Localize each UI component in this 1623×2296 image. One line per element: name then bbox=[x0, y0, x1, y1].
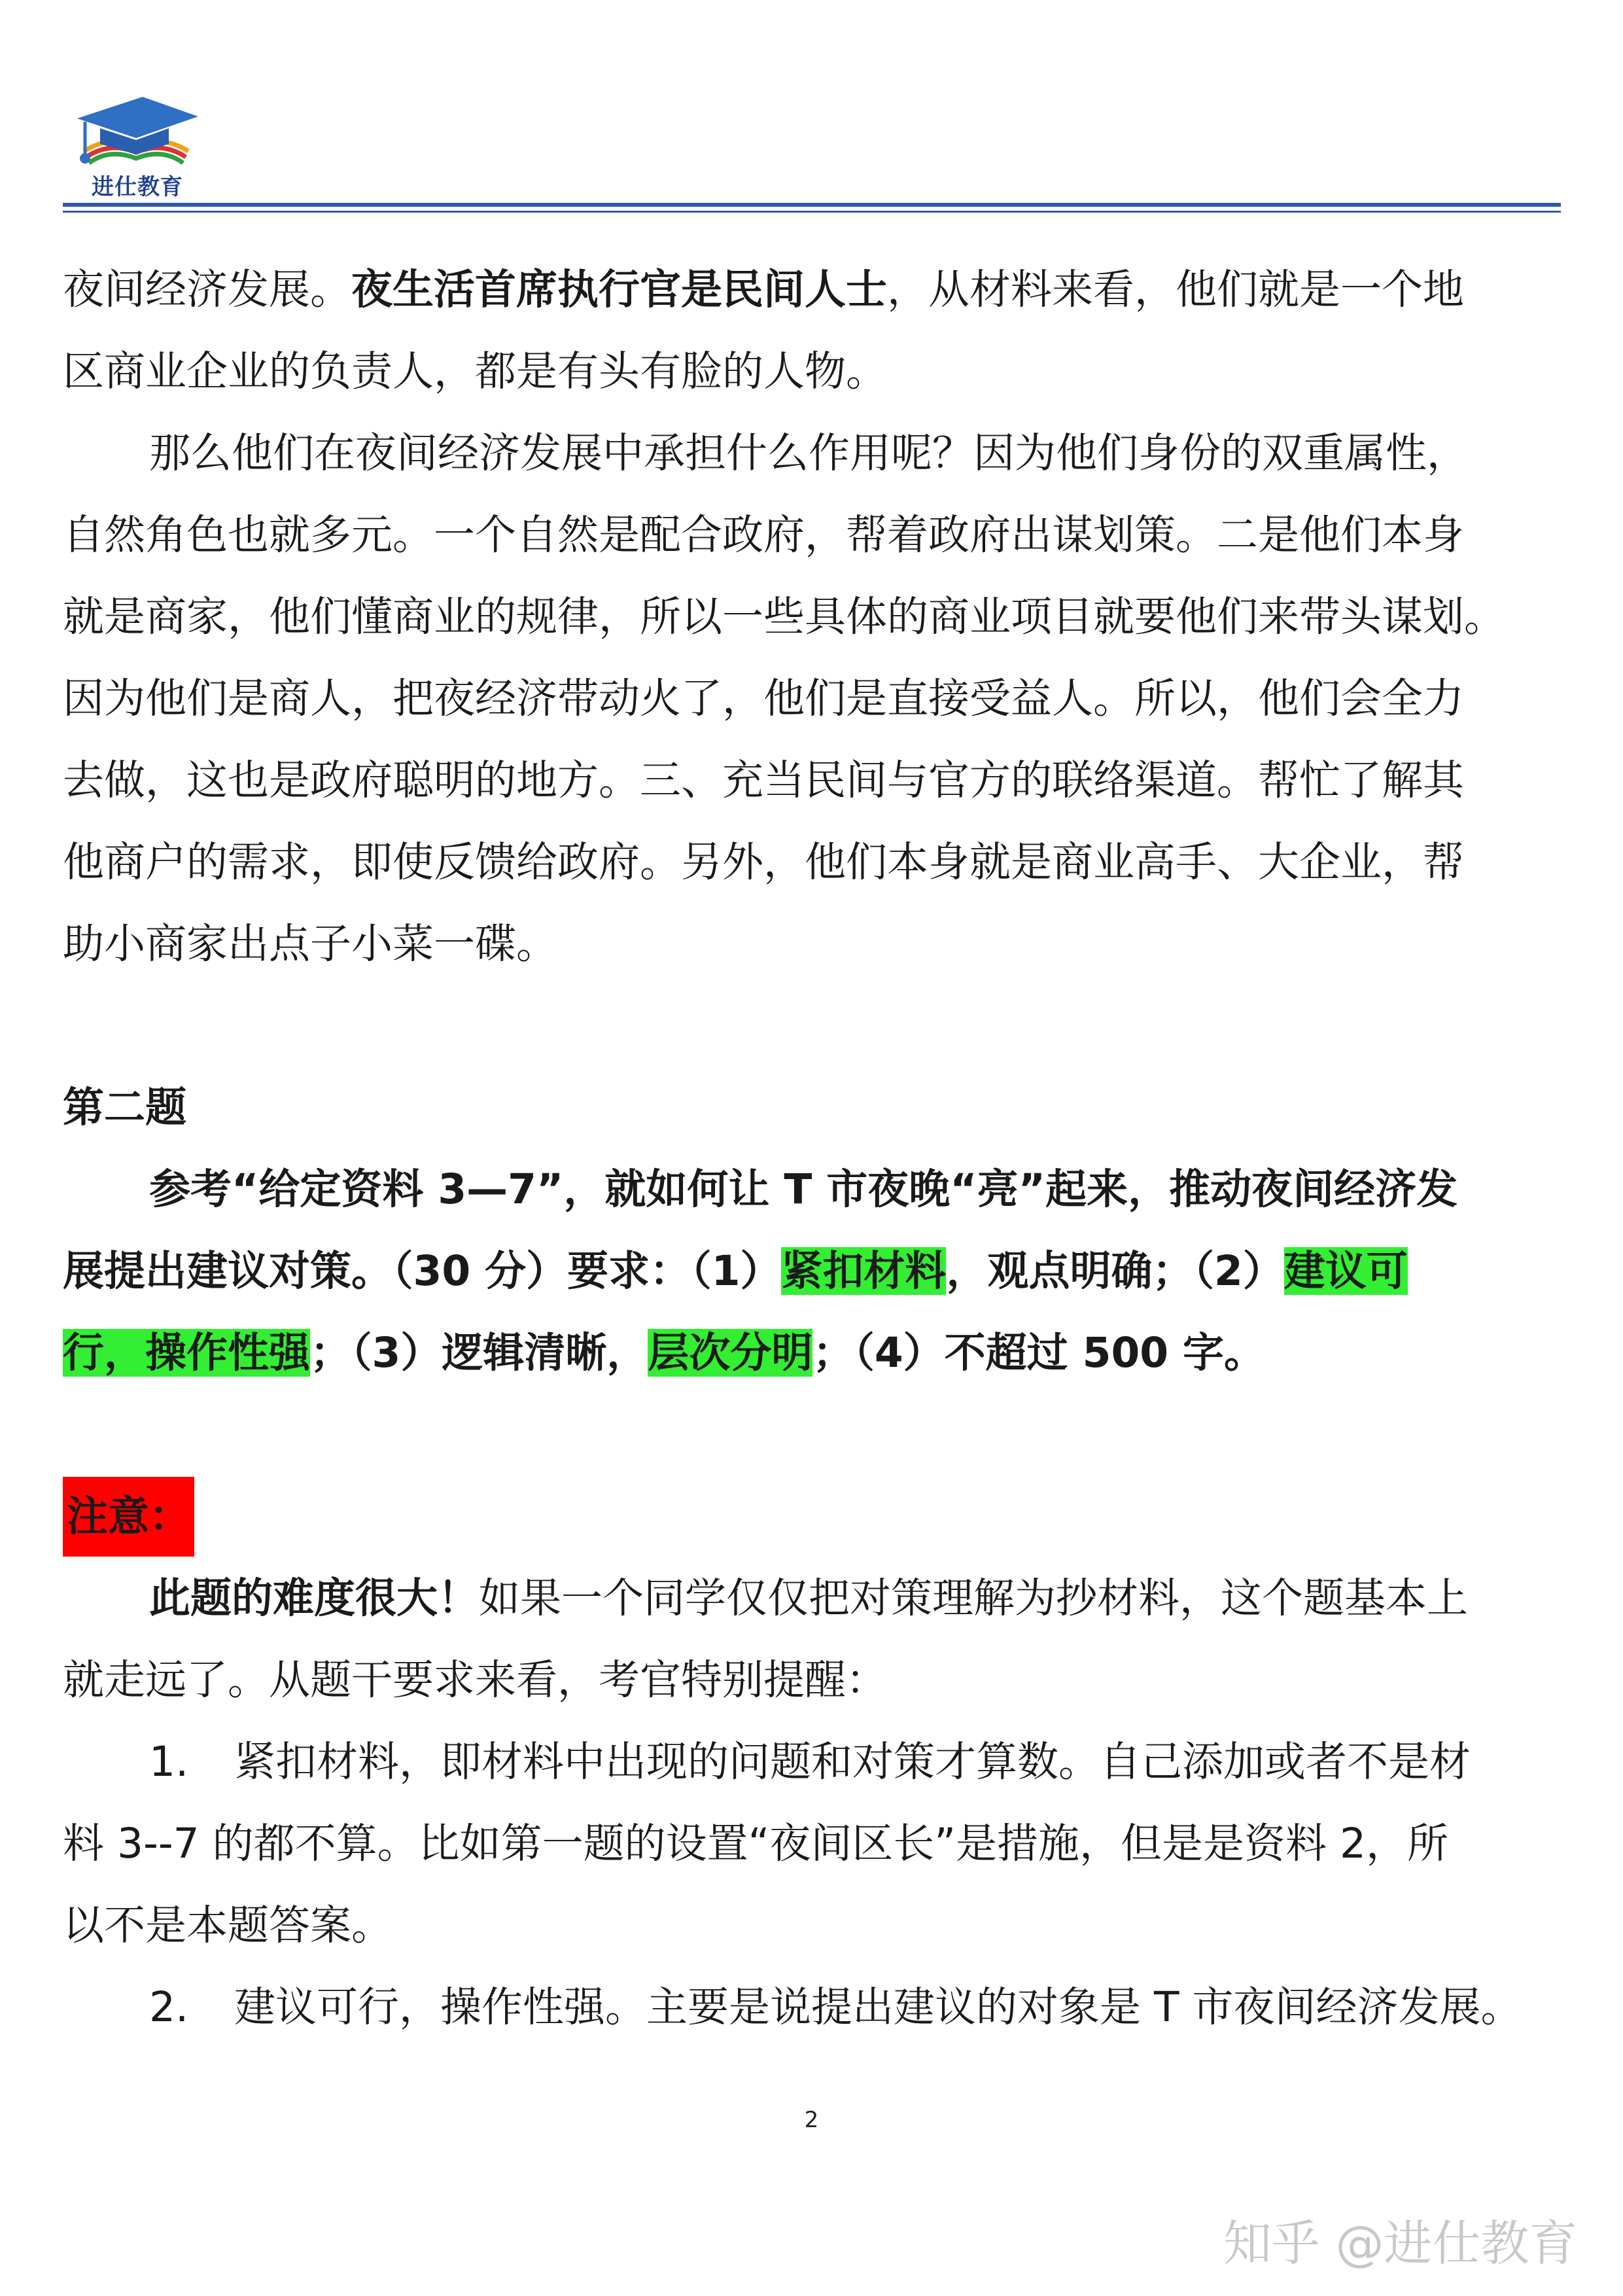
page-content bbox=[63, 249, 1561, 2048]
note-item-2-line-1 bbox=[63, 1966, 1561, 2048]
spacer bbox=[63, 1394, 1561, 1475]
question-line-1: 参考“给定资料 3—7”，就如何让 T 市夜晚“亮”起来，推动夜间经济发 bbox=[149, 1165, 1458, 1213]
question-title: 第二题 bbox=[63, 1084, 186, 1131]
paragraph-2-line: 去做，这也是政府聪明的地方。三、充当民间与官方的联络渠道。帮忙了解其 bbox=[63, 756, 1464, 804]
text-span: ；（4）不超过 500 字。 bbox=[812, 1329, 1266, 1377]
text-span: 展提出建议对策。（30 分）要求：（1） bbox=[63, 1247, 782, 1295]
page-number: 2 bbox=[804, 2107, 819, 2133]
highlight-requirement-3: 层次分明 bbox=[648, 1329, 813, 1377]
paragraph-2-line: 助小商家出点子小菜一碟。 bbox=[63, 920, 557, 968]
bold-text: 夜生活首席执行官是民间人士 bbox=[351, 266, 887, 313]
question-line-3 bbox=[63, 1312, 1561, 1394]
note-item-1-line-1 bbox=[63, 1721, 1561, 1803]
text-span: ，观点明确；（2） bbox=[946, 1247, 1284, 1295]
highlight-requirement-1: 紧扣材料 bbox=[781, 1247, 947, 1295]
paragraph-1-line-2: 区商业企业的负责人，都是有头有脸的人物。 bbox=[63, 347, 887, 395]
header-rule-thin bbox=[63, 211, 1561, 213]
text-span: 紧扣材料，即材料中出现的问题和对策才算数。自己添加或者不是材 bbox=[234, 1738, 1471, 1786]
note-heading bbox=[63, 1475, 1561, 1557]
highlight-requirement-2-cont: 行，操作性强 bbox=[63, 1329, 310, 1377]
paragraph-2-line: 就是商家，他们懂商业的规律，所以一些具体的商业项目就要他们来带头谋划。 bbox=[63, 593, 1505, 641]
note-line-1 bbox=[63, 1557, 1561, 1639]
paragraph-2-line: 自然角色也就多元。一个自然是配合政府，帮着政府出谋划策。二是他们本身 bbox=[63, 511, 1464, 559]
spacer bbox=[63, 985, 1561, 1067]
note-line-2: 就走远了。从题干要求来看，考官特别提醒： bbox=[63, 1656, 887, 1704]
question-line-2 bbox=[63, 1230, 1561, 1312]
text-span: ，从材料来看，他们就是一个地 bbox=[887, 266, 1464, 313]
header-rule bbox=[63, 203, 1561, 207]
brand-name: 进仕教育 bbox=[92, 174, 183, 200]
paragraph-2-line: 那么他们在夜间经济发展中承担什么作用呢？因为他们身份的双重属性， bbox=[149, 429, 1468, 477]
paragraph-2-line: 他商户的需求，即使反馈给政府。另外，他们本身就是商业高手、大企业，帮 bbox=[63, 838, 1464, 886]
text-span: ；（3）逻辑清晰， bbox=[310, 1329, 648, 1377]
watermark: 知乎 @进仕教育 bbox=[1223, 2216, 1578, 2272]
paragraph-1-line-1 bbox=[63, 249, 1561, 330]
text-span: 如果一个同学仅仅把对策理解为抄材料，这个题基本上 bbox=[479, 1574, 1468, 1622]
paragraph-2-line: 因为他们是商人，把夜经济带动火了，他们是直接受益人。所以，他们会全力 bbox=[63, 675, 1464, 722]
text-span: 夜间经济发展。 bbox=[63, 266, 351, 313]
bold-text: 此题的难度很大！ bbox=[149, 1574, 479, 1622]
note-item-1-line-2: 料 3--7 的都不算。比如第一题的设置“夜间区长”是措施，但是是资料 2，所 bbox=[63, 1820, 1449, 1867]
list-number: 1. bbox=[149, 1738, 189, 1786]
list-number: 2. bbox=[149, 1983, 189, 2031]
note-item-1-line-3: 以不是本题答案。 bbox=[63, 1901, 393, 1949]
highlight-requirement-2: 建议可 bbox=[1283, 1247, 1408, 1295]
note-label: 注意： bbox=[63, 1477, 194, 1557]
text-span: 建议可行，操作性强。主要是说提出建议的对象是 T 市夜间经济发展。 bbox=[234, 1983, 1522, 2031]
